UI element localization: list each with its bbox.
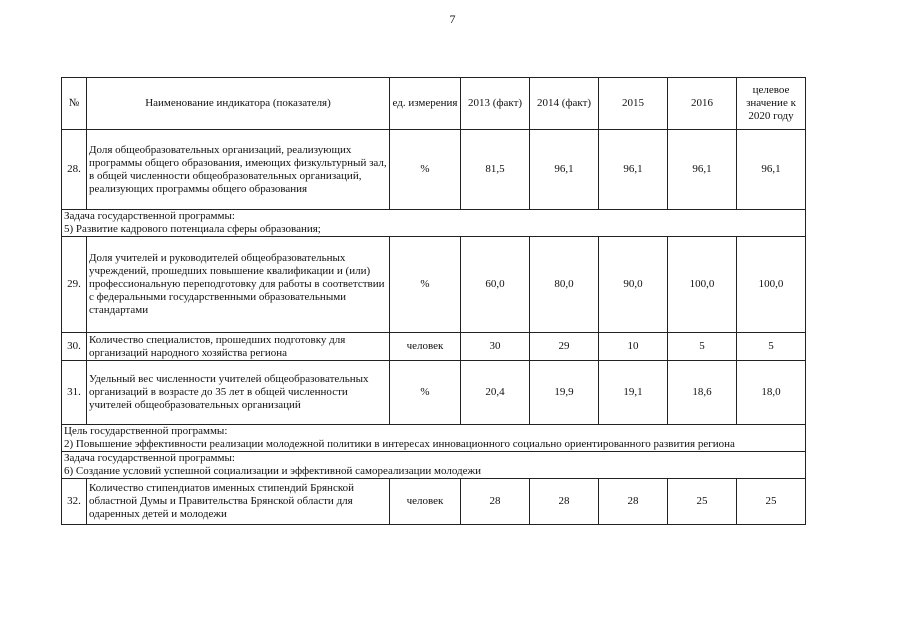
value-target: 25 (737, 479, 806, 525)
header-num: № (62, 78, 87, 130)
value-target: 100,0 (737, 237, 806, 333)
section-row (62, 210, 806, 237)
value-2013: 28 (461, 479, 530, 525)
row-number: 32. (62, 479, 87, 525)
section-title: Задача государственной программы: (64, 452, 235, 464)
value-2013: 20,4 (461, 361, 530, 425)
value-2014: 80,0 (530, 237, 599, 333)
value-2014: 96,1 (530, 130, 599, 210)
indicators-table (61, 77, 806, 525)
section-task-6 (62, 452, 806, 479)
value-2016: 100,0 (668, 237, 737, 333)
header-2014: 2014 (факт) (530, 78, 599, 130)
header-unit: ед. измерения (390, 78, 461, 130)
value-2016: 5 (668, 333, 737, 361)
indicator-unit: % (390, 237, 461, 333)
value-2013: 81,5 (461, 130, 530, 210)
value-2014: 28 (530, 479, 599, 525)
value-2016: 25 (668, 479, 737, 525)
section-text: 5) Развитие кадрового потенциала сферы образования; (64, 223, 321, 235)
table-row (62, 333, 806, 361)
header-2015: 2015 (599, 78, 668, 130)
indicator-unit: человек (390, 333, 461, 361)
row-number: 30. (62, 333, 87, 361)
indicator-name: Удельный вес численности учителей общеобразовательных организаций в возрасте до 35 лет в общей численности учителей общеобразовательных организаций (87, 361, 390, 425)
value-target: 96,1 (737, 130, 806, 210)
indicator-unit: % (390, 130, 461, 210)
value-2014: 29 (530, 333, 599, 361)
section-text: 2) Повышение эффективности реализации молодежной политики в интересах инновационного социально ориентированного развития региона (64, 438, 735, 450)
header-target: целевое значение к 2020 году (737, 78, 806, 130)
value-2016: 96,1 (668, 130, 737, 210)
header-2016: 2016 (668, 78, 737, 130)
section-row (62, 425, 806, 452)
section-task-5 (62, 210, 806, 237)
table-row (62, 361, 806, 425)
value-2015: 96,1 (599, 130, 668, 210)
page-number: 7 (449, 12, 456, 26)
indicator-name: Количество специалистов, прошедших подготовку для организаций народного хозяйства региона (87, 333, 390, 361)
row-number: 28. (62, 130, 87, 210)
indicator-name: Количество стипендиатов именных стипендий Брянской областной Думы и Правительства Брянской области для одаренных детей и молодежи (87, 479, 390, 525)
table-row (62, 479, 806, 525)
value-2015: 28 (599, 479, 668, 525)
value-2013: 30 (461, 333, 530, 361)
indicator-unit: % (390, 361, 461, 425)
row-number: 29. (62, 237, 87, 333)
value-2015: 19,1 (599, 361, 668, 425)
section-text: 6) Создание условий успешной социализации и эффективной самореализации молодежи (64, 465, 481, 477)
value-target: 18,0 (737, 361, 806, 425)
indicator-name: Доля общеобразовательных организаций, реализующих программы общего образования, имеющих физкультурный зал, в общей численности общеобразовательных организаций, реализующих программы общего образования (87, 130, 390, 210)
value-2015: 90,0 (599, 237, 668, 333)
indicator-name: Доля учителей и руководителей общеобразовательных учреждений, прошедших повышение квалификации и (или) профессиональную переподготовку для работы в соответствии с федеральными государственными образовательными стандартами (87, 237, 390, 333)
value-2014: 19,9 (530, 361, 599, 425)
header-2013: 2013 (факт) (461, 78, 530, 130)
section-title: Цель государственной программы: (64, 425, 228, 437)
section-title: Задача государственной программы: (64, 210, 235, 222)
table-row (62, 237, 806, 333)
table-row (62, 130, 806, 210)
row-number: 31. (62, 361, 87, 425)
indicator-unit: человек (390, 479, 461, 525)
value-target: 5 (737, 333, 806, 361)
header-name: Наименование индикатора (показателя) (87, 78, 390, 130)
value-2013: 60,0 (461, 237, 530, 333)
table-header-row (62, 78, 806, 130)
section-row (62, 452, 806, 479)
value-2016: 18,6 (668, 361, 737, 425)
section-goal-2 (62, 425, 806, 452)
value-2015: 10 (599, 333, 668, 361)
